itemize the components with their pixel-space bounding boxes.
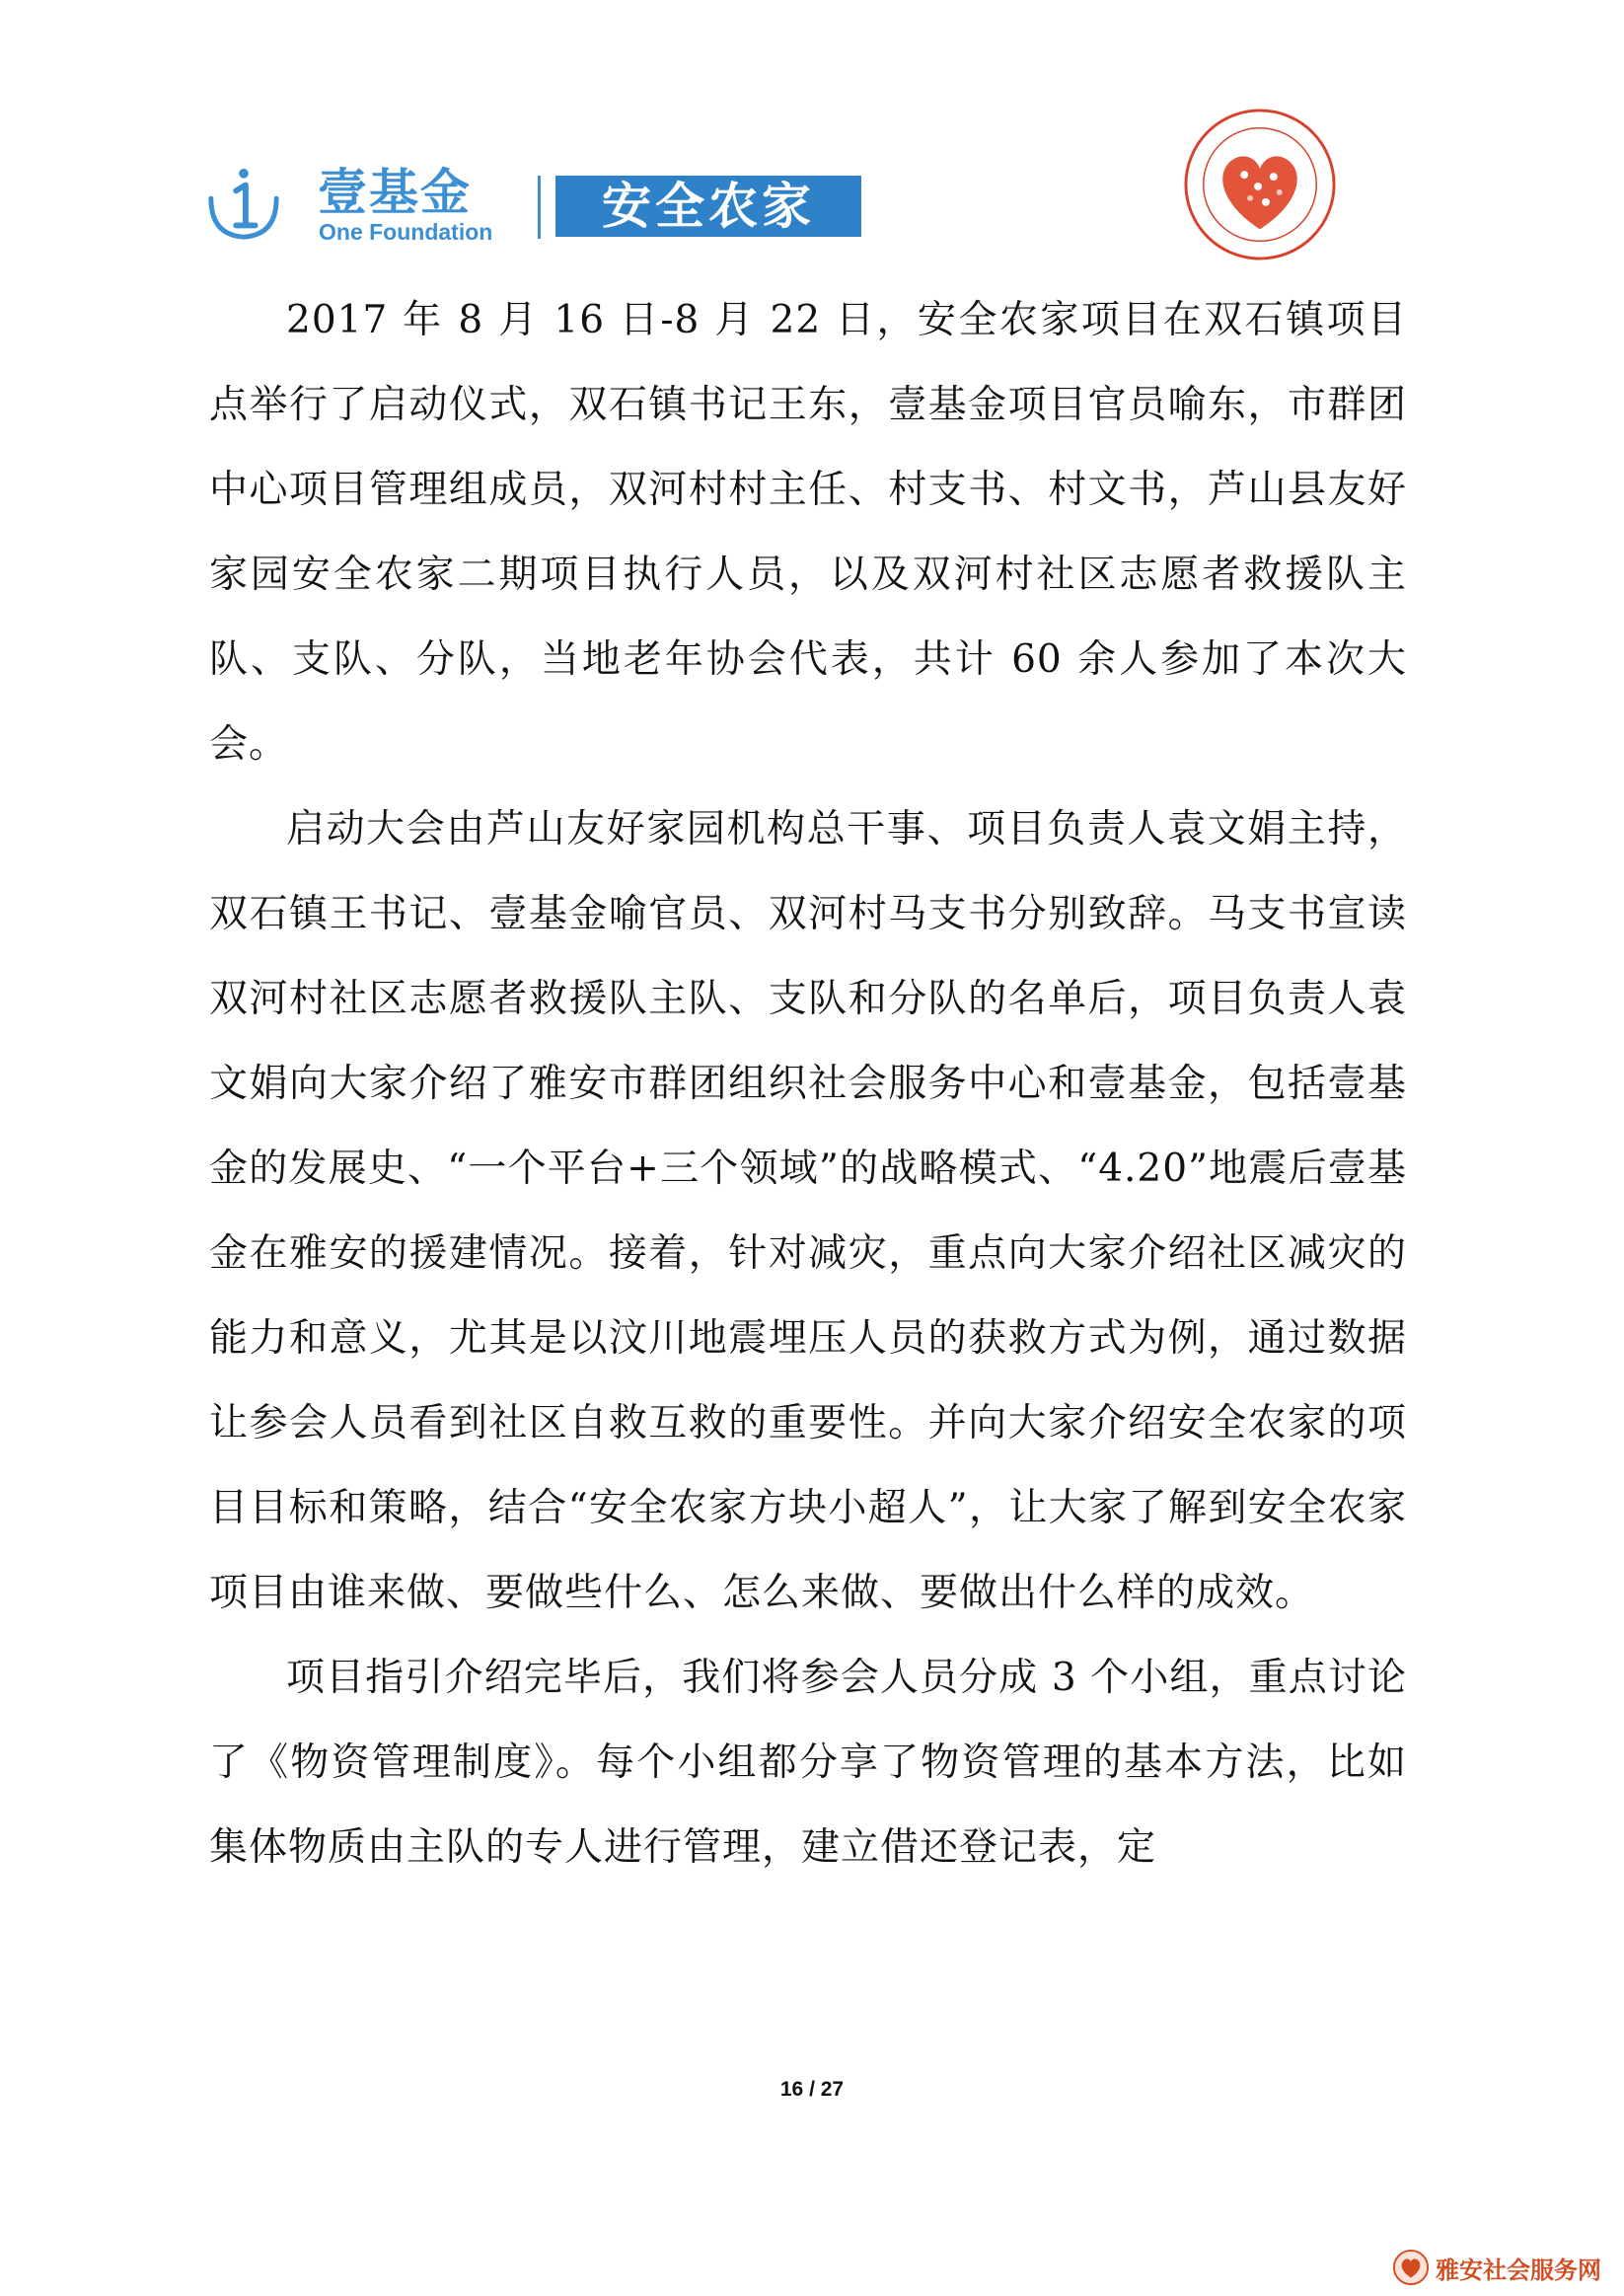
paragraph-2: 启动大会由芦山友好家园机构总干事、项目负责人袁文娟主持，双石镇王书记、壹基金喻官员、双河村马支书分别致辞。马支书宣读双河村社区志愿者救援队主队、支队和分队的名单后，项目负责人袁文娟向大家介绍了雅安市群团组织社会服务中心和壹基金，包括壹基金的发展史、“一个平台+三个领域”的战略模式、“4.20”地震后壹基金在雅安的援建情况。接着，针对减灾，重点向大家介绍社区减灾的能力和意义，尤其是以汶川地震埋压人员的获救方式为例，通过数据让参会人员看到社区自救互救的重要性。并向大家介绍安全农家的项目目标和策略，结合“安全农家方块小超人”，让大家了解到安全农家项目由谁来做、要做些什么、怎么来做、要做出什么样的成效。 — [209, 807, 1407, 1615]
one-foundation-logo-icon — [205, 166, 282, 243]
paragraph-3: 项目指引介绍完毕后，我们将参会人员分成 3 个小组，重点讨论了《物资管理制度》。每个小组都分享了物资管理的基本方法，比如集体物质由主队的专人进行管理，建立借还登记表，定 — [209, 1656, 1407, 1870]
document-body — [209, 278, 1407, 1890]
page-header — [0, 0, 1624, 257]
heart-seal-icon — [1392, 2249, 1430, 2286]
watermark-text: 雅安社会服务网 — [1436, 2256, 1601, 2284]
page-number: 16 / 27 — [779, 2078, 845, 2101]
paragraph-1: 2017 年 8 月 16 日-8 月 22 日，安全农家项目在双石镇项目点举行了启动仪式，双石镇书记王东，壹基金项目官员喻东，市群团中心项目管理组成员，双河村村主任、村支书、村文书，芦山县友好家园安全农家二期项目执行人员，以及双河村社区志愿者救援队主队、支队、分队，当地老年协会代表，共计 60 余人参加了本次大会。 — [209, 298, 1407, 767]
site-watermark — [1392, 2248, 1601, 2287]
brand-name-chinese: 壹基金 — [318, 164, 472, 221]
brand-divider — [538, 176, 541, 239]
brand-name-english: One Foundation — [319, 219, 493, 245]
organization-seal-icon — [1182, 107, 1338, 262]
project-title-banner: 安全农家 — [555, 176, 861, 237]
